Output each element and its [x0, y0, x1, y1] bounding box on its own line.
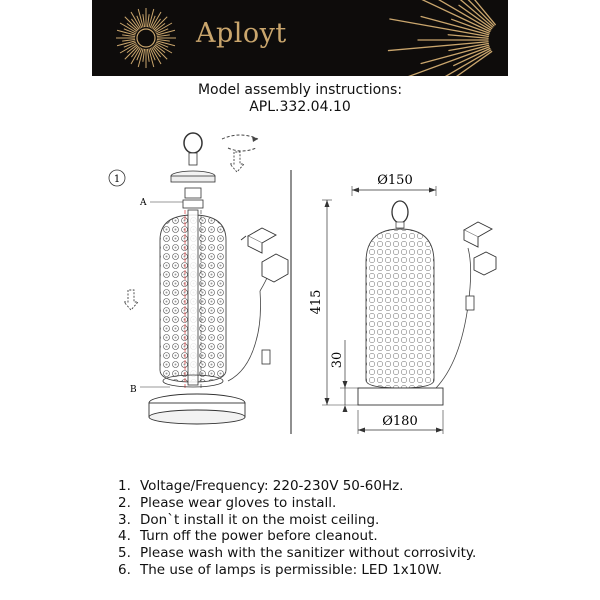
model-number: APL.332.04.10	[249, 99, 351, 115]
list-item: 4. Turn off the power before cleanout.	[118, 528, 378, 545]
page-heading	[0, 82, 600, 116]
dimension-view	[309, 173, 496, 434]
dimension-base-height: 30	[330, 351, 345, 369]
list-item: 3. Don`t install it on the moist ceiling.	[118, 511, 380, 528]
label-b: B	[130, 385, 137, 395]
list-item: 2. Please wear gloves to install.	[118, 494, 337, 511]
assembly-drawing	[0, 130, 600, 440]
exploded-view	[109, 133, 288, 424]
dimension-bottom: Ø180	[382, 414, 418, 429]
list-item: 6. The use of lamps is permissible: LED 1x10W.	[118, 561, 442, 578]
sunburst-logo-icon	[114, 6, 178, 70]
decorative-rays	[358, 0, 508, 76]
label-a: A	[140, 198, 147, 208]
dimension-height: 415	[309, 289, 324, 315]
instructions-list	[118, 478, 476, 579]
brand-banner	[92, 0, 508, 76]
brand-name: Aployt	[196, 18, 287, 49]
list-item: 1. Voltage/Frequency: 220-230V 50-60Hz.	[118, 478, 404, 494]
list-item: 5. Please wash with the sanitizer without corrosivity.	[118, 545, 477, 562]
step-number: 1	[113, 174, 121, 185]
heading-title: Model assembly instructions:	[197, 82, 403, 98]
dimension-top: Ø150	[377, 173, 413, 188]
